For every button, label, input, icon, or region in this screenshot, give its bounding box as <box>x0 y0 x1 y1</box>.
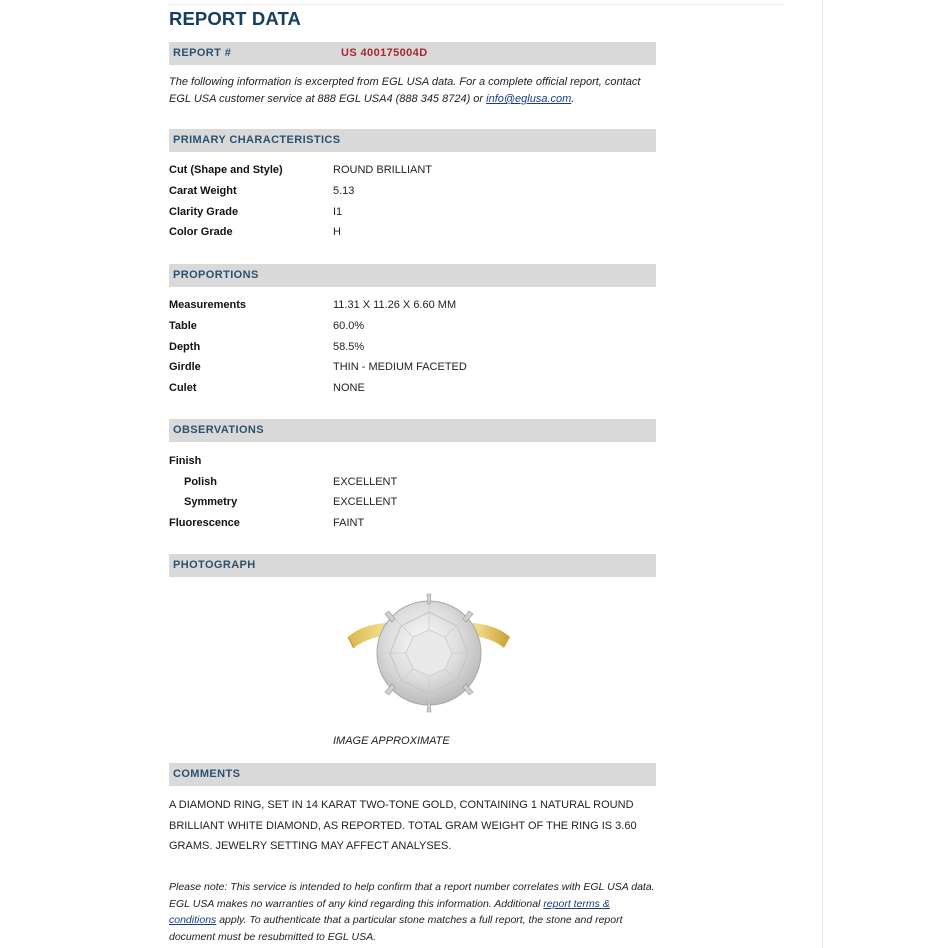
primary-characteristics-header <box>169 129 656 152</box>
section-heading: OBSERVATIONS <box>173 424 264 436</box>
top-divider <box>168 4 784 5</box>
section-heading: COMMENTS <box>173 768 241 780</box>
section-heading: PRIMARY CHARACTERISTICS <box>173 134 341 146</box>
ring-photo <box>344 592 514 714</box>
note-text-before: Please note: This service is intended to help confirm that a report number correlates with EGL USA data. EGL USA makes no warranties of any kind regarding this information. Additional <box>169 881 655 910</box>
intro-text <box>169 74 656 108</box>
spec-value: 60.0% <box>333 320 365 332</box>
spec-value: 58.5% <box>333 341 365 353</box>
email-link[interactable]: info@eglusa.com <box>486 93 572 105</box>
spec-row <box>169 378 656 398</box>
spec-key: Symmetry <box>184 496 238 508</box>
spec-row <box>169 472 656 492</box>
photograph-header <box>169 554 656 577</box>
comments-text: A DIAMOND RING, SET IN 14 KARAT TWO-TONE GOLD, CONTAINING 1 NATURAL ROUND BRILLIANT WHITE DIAMOND, AS REPORTED. TOTAL GRAM WEIGHT OF THE RING IS 3.60 GRAMS. JEWELRY SETTING MAY AFFECT ANALYSES. <box>169 799 637 852</box>
intro-text-after: . <box>571 93 575 105</box>
spec-key: Culet <box>169 382 197 394</box>
spec-value: 11.31 X 11.26 X 6.60 MM <box>333 299 457 311</box>
spec-key: Color Grade <box>169 226 233 238</box>
spec-row <box>169 513 656 533</box>
photo-caption: IMAGE APPROXIMATE <box>333 735 450 747</box>
report-number-label: REPORT # <box>173 47 232 59</box>
comments-header <box>169 763 656 786</box>
spec-row <box>169 337 656 357</box>
spec-row <box>169 160 656 180</box>
section-heading: PHOTOGRAPH <box>173 559 256 571</box>
report-number-bar <box>169 42 656 65</box>
diamond-ring-image <box>344 592 514 714</box>
terms-link[interactable]: report terms & conditions <box>169 897 610 927</box>
spec-value: EXCELLENT <box>333 476 398 488</box>
report-number-value: US 400175004D <box>341 47 428 59</box>
spec-value: NONE <box>333 382 365 394</box>
spec-value: ROUND BRILLIANT <box>333 164 433 176</box>
spec-row <box>169 492 656 512</box>
spec-value: FAINT <box>333 517 365 529</box>
spec-key: Depth <box>169 341 201 353</box>
section-heading: PROPORTIONS <box>173 269 259 281</box>
spec-key: Fluorescence <box>169 517 240 529</box>
spec-key: Carat Weight <box>169 185 237 197</box>
spec-key: Clarity Grade <box>169 206 239 218</box>
spec-value: EXCELLENT <box>333 496 398 508</box>
spec-value: 5.13 <box>333 185 355 197</box>
observations-header <box>169 419 656 442</box>
spec-row <box>169 357 656 377</box>
spec-row <box>169 202 656 222</box>
finish-label: Finish <box>169 455 202 467</box>
spec-key: Polish <box>184 476 218 488</box>
spec-key: Measurements <box>169 299 247 311</box>
note-text-after: apply. To authenticate that a particular stone matches a full report, the stone and report document must be resubmitted to EGL USA. <box>169 914 623 943</box>
spec-value: I1 <box>333 206 343 218</box>
page-title: REPORT DATA <box>169 8 301 29</box>
right-divider <box>822 0 823 948</box>
spec-row <box>169 316 656 336</box>
spec-value: H <box>333 226 341 238</box>
disclaimer-note <box>169 879 656 945</box>
spec-key: Table <box>169 320 197 332</box>
spec-key: Girdle <box>169 361 201 373</box>
spec-row <box>169 295 656 315</box>
spec-row <box>169 181 656 201</box>
proportions-header <box>169 264 656 287</box>
spec-row <box>169 451 656 471</box>
intro-text-before: The following information is excerpted from EGL USA data. For a complete official report, contact EGL USA customer service at 888 EGL USA4 (888 345 8724) or <box>169 76 641 105</box>
spec-key: Cut (Shape and Style) <box>169 164 283 176</box>
spec-value: THIN - MEDIUM FACETED <box>333 361 467 373</box>
spec-row <box>169 222 656 242</box>
